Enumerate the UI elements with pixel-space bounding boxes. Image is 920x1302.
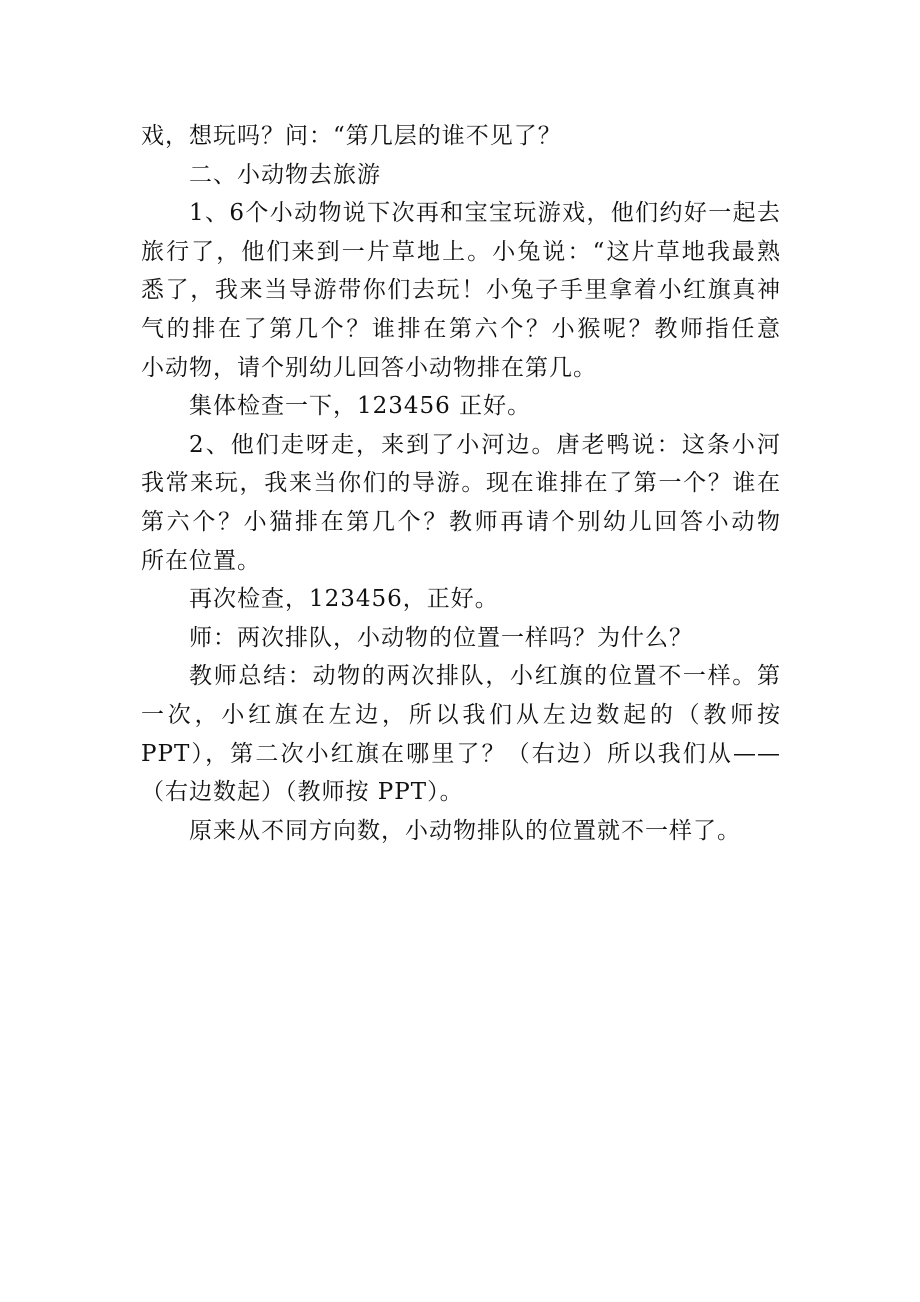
section-heading: 二、小动物去旅游 bbox=[189, 161, 381, 188]
text-line: 我常来玩，我来当你们的导游。现在谁排在了第一个？谁在 bbox=[141, 470, 781, 497]
text-line: 戏，想玩吗？问：“第几层的谁不见了？ bbox=[141, 123, 562, 149]
text-line: PPT），第二次小红旗在哪里了？（右边）所以我们从—— bbox=[141, 740, 781, 767]
text-line: （右边数起）（教师按 PPT）。 bbox=[141, 779, 464, 806]
text-line: 教师总结：动物的两次排队，小红旗的位置不一样。第 bbox=[189, 663, 781, 690]
text-line: 2、他们走呀走，来到了小河边。唐老鸭说：这条小河 bbox=[189, 431, 781, 458]
text-line: 旅行了，他们来到一片草地上。小兔说：“这片草地我最熟 bbox=[141, 238, 781, 265]
text-line: 第六个？小猫排在第几个？教师再请个别幼儿回答小动物 bbox=[141, 508, 781, 535]
text-line: 悉了，我来当导游带你们去玩！小兔子手里拿着小红旗真神 bbox=[141, 277, 781, 304]
text-line: 1、6个小动物说下次再和宝宝玩游戏，他们约好一起去 bbox=[189, 200, 781, 227]
text-line: 所在位置。 bbox=[141, 547, 261, 574]
text-line: 气的排在了第几个？谁排在第六个？小猴呢？教师指任意 bbox=[141, 315, 781, 342]
text-line: 师：两次排队，小动物的位置一样吗？为什么？ bbox=[189, 624, 693, 651]
text-line: 小动物，请个别幼儿回答小动物排在第几。 bbox=[141, 354, 597, 381]
text-line: 集体检查一下，123456 正好。 bbox=[189, 393, 532, 420]
text-line: 原来从不同方向数，小动物排队的位置就不一样了。 bbox=[189, 817, 741, 844]
document-page bbox=[141, 117, 781, 850]
text-line: 再次检查，123456，正好。 bbox=[189, 586, 499, 613]
text-line: 一次，小红旗在左边，所以我们从左边数起的（教师按 bbox=[141, 701, 781, 728]
